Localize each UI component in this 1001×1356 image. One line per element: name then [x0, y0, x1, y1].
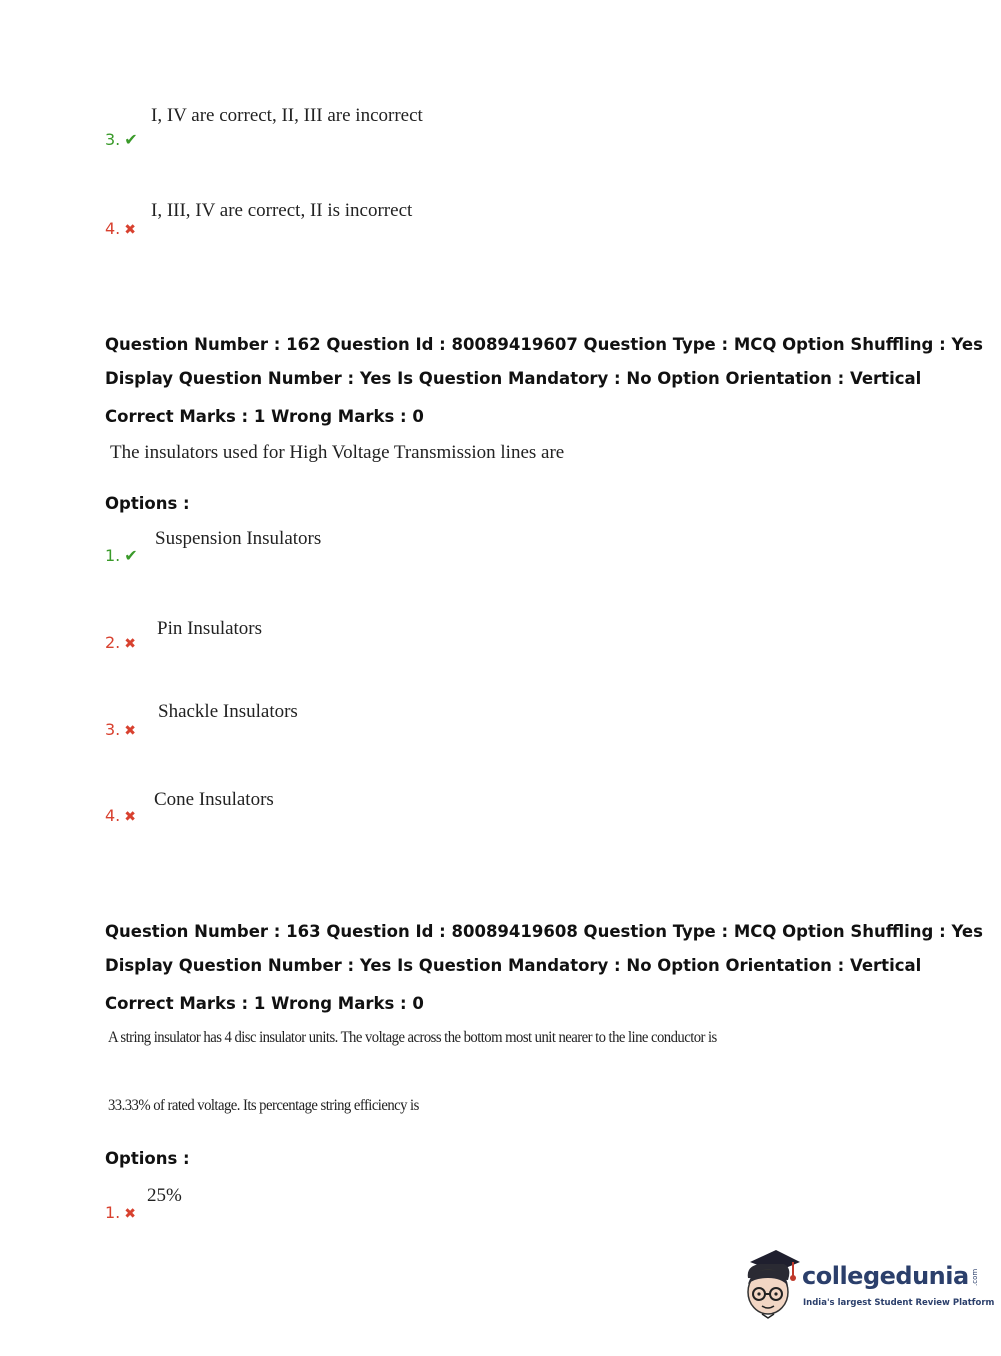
check-icon: ✔	[124, 546, 138, 565]
option-number-correct	[105, 130, 138, 149]
option-number-correct	[105, 546, 138, 565]
option-number: 1.	[105, 546, 121, 565]
cross-icon: ✖	[124, 1206, 136, 1222]
option-text: Cone Insulators	[154, 789, 274, 810]
question-marks: Correct Marks : 1 Wrong Marks : 0	[105, 407, 424, 426]
cross-icon: ✖	[124, 636, 136, 652]
option-number: 3.	[105, 130, 121, 149]
options-label: Options :	[105, 1149, 190, 1168]
option-number: 4.	[105, 219, 121, 238]
question-meta-line: Display Question Number : Yes Is Question Mandatory : No Option Orientation : Vertical	[105, 956, 922, 975]
mascot-icon	[742, 1248, 802, 1320]
option-text: I, IV are correct, II, III are incorrect	[151, 105, 423, 126]
cross-icon: ✖	[124, 222, 136, 238]
option-number: 2.	[105, 633, 121, 652]
option-number: 1.	[105, 1203, 121, 1222]
option-number-wrong	[105, 806, 136, 825]
question-marks: Correct Marks : 1 Wrong Marks : 0	[105, 994, 424, 1013]
options-label: Options :	[105, 494, 190, 513]
question-meta-line: Question Number : 163 Question Id : 80089419608 Question Type : MCQ Option Shuffling : Yes	[105, 922, 983, 941]
option-text: 25%	[147, 1185, 182, 1206]
collegedunia-logo	[742, 1248, 995, 1320]
logo-tagline: India's largest Student Review Platform	[803, 1298, 995, 1308]
option-text: Shackle Insulators	[158, 701, 298, 722]
logo-name: collegedunia	[802, 1262, 969, 1290]
cross-icon: ✖	[124, 723, 136, 739]
question-text: The insulators used for High Voltage Transmission lines are	[110, 442, 565, 463]
option-number: 3.	[105, 720, 121, 739]
question-text: A string insulator has 4 disc insulator units. The voltage across the bottom most unit nearer to the line conductor is	[108, 1029, 717, 1046]
option-number-wrong	[105, 219, 136, 238]
option-number: 4.	[105, 806, 121, 825]
option-text: Pin Insulators	[157, 618, 263, 639]
option-text: I, III, IV are correct, II is incorrect	[151, 200, 413, 221]
question-meta-line: Question Number : 162 Question Id : 80089419607 Question Type : MCQ Option Shuffling : Yes	[105, 335, 983, 354]
question-text: 33.33% of rated voltage. Its percentage string efficiency is	[108, 1097, 419, 1114]
option-number-wrong	[105, 720, 136, 739]
check-icon: ✔	[124, 130, 138, 149]
option-number-wrong	[105, 1203, 136, 1222]
option-number-wrong	[105, 633, 136, 652]
option-text: Suspension Insulators	[155, 528, 322, 549]
logo-suffix: .com	[970, 1268, 979, 1286]
cross-icon: ✖	[124, 809, 136, 825]
question-meta-line: Display Question Number : Yes Is Question Mandatory : No Option Orientation : Vertical	[105, 369, 922, 388]
